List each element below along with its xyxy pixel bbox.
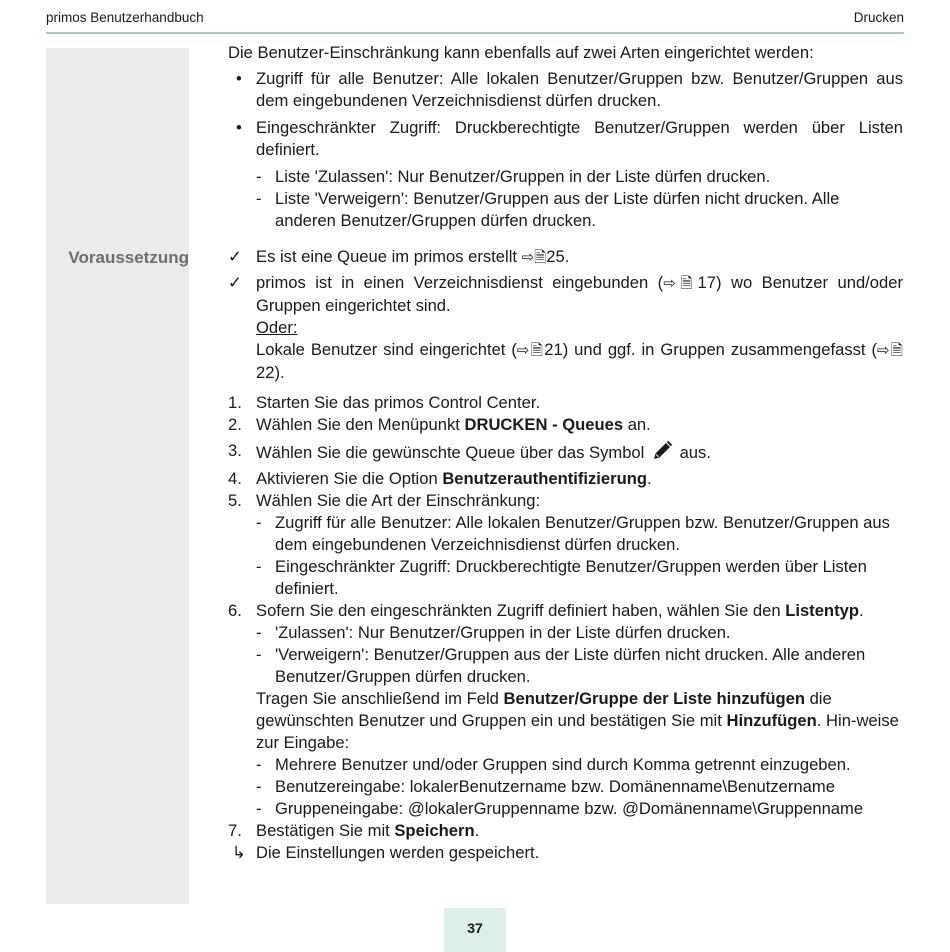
bullet-item: • Zugriff für alle Benutzer: Alle lokalen Benutzer/Gruppen bzw. Benutzer/Gruppen aus dem eingebundenen Verzeichnisdienst dürfen drucken. [236, 69, 903, 110]
sub-item: - 'Verweigern': Benutzer/Gruppen aus der Liste dürfen nicht drucken. Alle anderen Benutzer/Gruppen dürfen drucken. [256, 645, 866, 686]
step-item: 3. Wählen Sie die gewünschte Queue über das Symbol aus. [228, 440, 903, 468]
pencil-icon[interactable] [651, 440, 673, 468]
step-item: 7. Bestätigen Sie mit Speichern. [228, 821, 480, 840]
step-item: 5. Wählen Sie die Art der Einschränkung: [228, 491, 541, 510]
steps-section [228, 392, 903, 864]
sub-item: - Zugriff für alle Benutzer: Alle lokalen Benutzer/Gruppen bzw. Benutzer/Gruppen aus dem eingebundenen Verzeichnisdienst dürfen drucken. [256, 513, 890, 554]
page-ref-icon: ⇨🗎 [877, 342, 903, 359]
prerequisite-label: Voraussetzung [68, 248, 189, 267]
page-ref-icon: ⇨🗎 [516, 342, 545, 359]
step-item: 2. Wählen Sie den Menüpunkt DRUCKEN - Queues an. [228, 415, 651, 434]
chapter-title: Drucken [853, 10, 904, 25]
page-number-box [444, 908, 506, 952]
page-ref[interactable]: 17 [697, 273, 716, 292]
page-ref-icon: ⇨🗎 [663, 275, 698, 292]
check-icon: ✓ [228, 273, 242, 292]
intro-section [228, 42, 903, 232]
sub-item: - Eingeschränkter Zugriff: Druckberechtigte Benutzer/Gruppen werden über Listen definiert. [256, 557, 867, 598]
step-item: 6. Sofern Sie den eingeschränkten Zugriff definiert haben, wählen Sie den Listentyp. [228, 601, 864, 620]
page-ref[interactable]: 21 [544, 340, 563, 359]
check-item: ✓ primos ist in einen Verzeichnisdienst eingebunden (⇨🗎17) wo Benutzer und/oder Gruppen eingerichtet sind. Oder: Lokale Benutzer sind eingerichtet (⇨🗎21) und ggf. in Gruppen zusammengefasst (⇨🗎22). [228, 273, 903, 382]
step-item: 1. Starten Sie das primos Control Center. [228, 393, 541, 412]
manual-title: primos Benutzerhandbuch [46, 10, 204, 25]
page-header [46, 8, 904, 34]
sub-item: - Liste 'Zulassen': Nur Benutzer/Gruppen in der Liste dürfen drucken. [256, 167, 771, 186]
sidebar-column [46, 48, 189, 904]
prerequisite-section [228, 246, 903, 384]
result-item: ↳ Die Einstellungen werden gespeichert. [232, 843, 540, 862]
page-ref[interactable]: 22 [256, 363, 275, 382]
intro-text: Die Benutzer-Einschränkung kann ebenfalls auf zwei Arten eingerichtet werden: [228, 43, 814, 62]
sub-item: - Benutzereingabe: lokalerBenutzername bzw. Domänenname\Benutzername [256, 777, 835, 796]
step-note: Tragen Sie anschließend im Feld Benutzer/Gruppe der Liste hinzufügen die gewünschten Benutzer und Gruppen ein und bestätigen Sie mit Hinzufügen. Hin-weise zur Eingabe: [256, 689, 899, 752]
page-number: 37 [467, 920, 483, 936]
or-label: Oder: [256, 318, 298, 337]
step-item: 4. Aktivieren Sie die Option Benutzerauthentifizierung. [228, 469, 652, 488]
sub-item: - Liste 'Verweigern': Benutzer/Gruppen aus der Liste dürfen nicht drucken. Alle anderen Benutzer/Gruppen dürfen drucken. [256, 189, 840, 230]
page-ref[interactable]: 25 [546, 247, 565, 266]
bullet-item: • Eingeschränkter Zugriff: Druckberechtigte Benutzer/Gruppen werden über Listen definiert. [236, 118, 903, 159]
sub-item: - Gruppeneingabe: @lokalerGruppenname bzw. @Domänenname\Gruppenname [256, 799, 864, 818]
sub-item: - 'Zulassen': Nur Benutzer/Gruppen in der Liste dürfen drucken. [256, 623, 731, 642]
page-ref-icon: ⇨🗎 [521, 249, 547, 266]
check-item: ✓ Es ist eine Queue im primos erstellt ⇨🗎25. [228, 247, 570, 266]
check-icon: ✓ [228, 247, 242, 266]
sub-item: - Mehrere Benutzer und/oder Gruppen sind durch Komma getrennt einzugeben. [256, 755, 851, 774]
result-arrow-icon: ↳ [232, 843, 246, 862]
